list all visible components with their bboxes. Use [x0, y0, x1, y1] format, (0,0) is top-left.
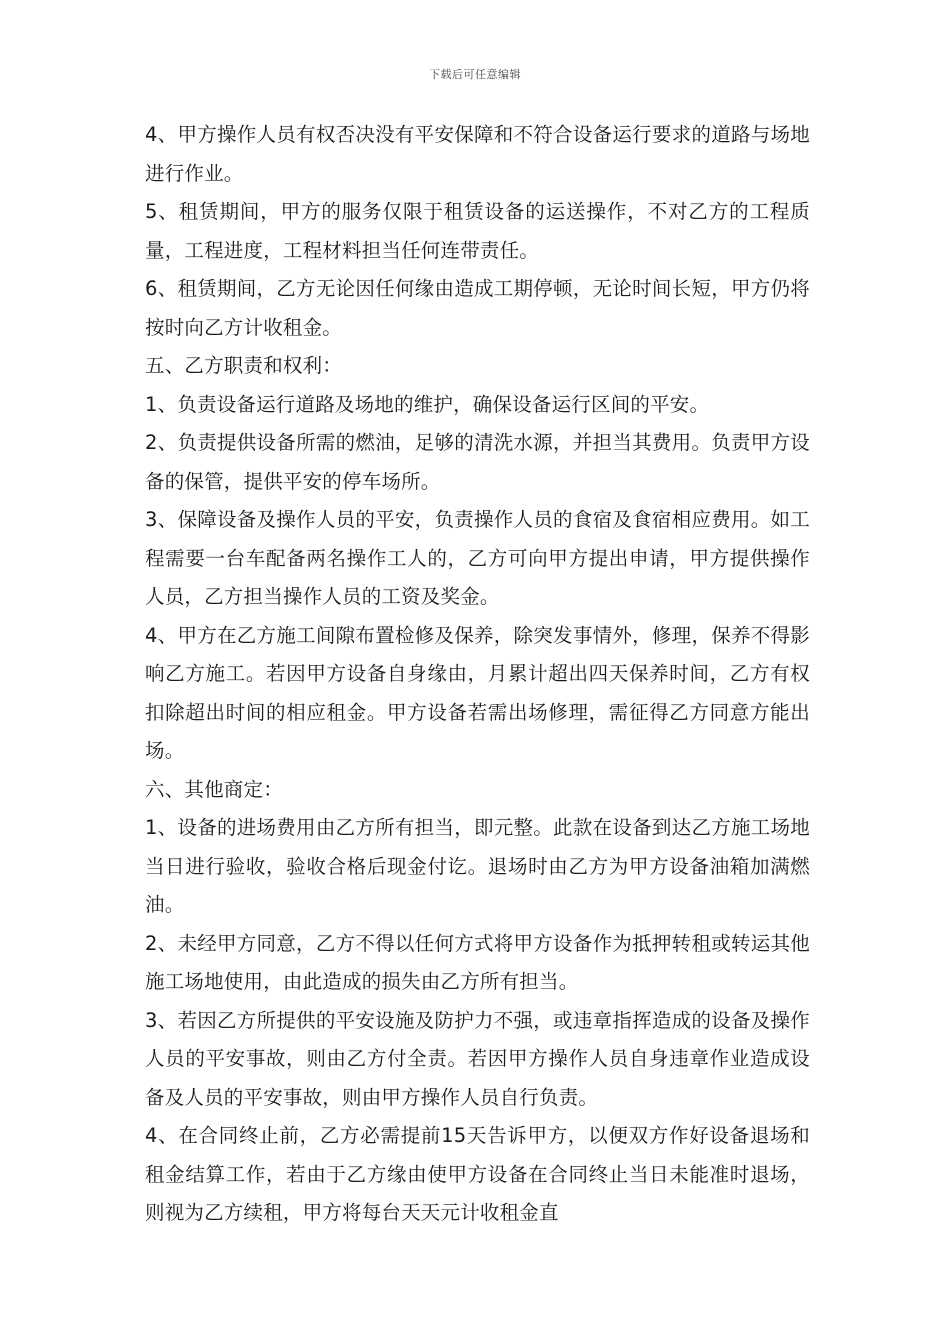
section-heading-party-b-duties: 五、乙方职责和权利： — [145, 354, 343, 377]
paragraph-b-item-3: 3、保障设备及操作人员的平安，负责操作人员的食宿及食宿相应费用。如工程需要一台车配备两名操作工人的，乙方可向甲方提出申请，甲方提供操作人员，乙方担当操作人员的工资及奖金。 — [145, 508, 810, 608]
section-heading-other-terms: 六、其他商定： — [145, 777, 283, 801]
paragraph-item-4-operator-rights: 4、甲方操作人员有权否决没有平安保障和不符合设备运行要求的道路与场地进行作业。 — [145, 123, 810, 185]
paragraph-b-item-4: 4、甲方在乙方施工间隙布置检修及保养，除突发事情外，修理，保养不得影响乙方施工。若因甲方设备自身缘由，月累计超出四天保养时间，乙方有权扣除超出时间的相应租金。甲方设备若需出场修理，需征得乙方同意方能出场。 — [145, 623, 810, 762]
paragraph-other-item-1: 1、设备的进场费用由乙方所有担当，即元整。此款在设备到达乙方施工场地当日进行验收，验收合格后现金付讫。退场时由乙方为甲方设备油箱加满燃油。 — [145, 816, 810, 916]
paragraph-other-item-4: 4、在合同终止前，乙方必需提前15天告诉甲方，以便双方作好设备退场和租金结算工作，若由于乙方缘由使甲方设备在合同终止当日未能准时退场，则视为乙方续租，甲方将每台天天元计收租金直 — [145, 1124, 810, 1224]
paragraph-other-item-2: 2、未经甲方同意，乙方不得以任何方式将甲方设备作为抵押转租或转运其他施工场地使用，由此造成的损失由乙方所有担当。 — [145, 931, 810, 993]
paragraph-item-6-rent-collection: 6、租赁期间，乙方无论因任何缘由造成工期停顿，无论时间长短，甲方仍将按时向乙方计收租金。 — [145, 277, 810, 339]
paragraph-b-item-2: 2、负责提供设备所需的燃油，足够的清洗水源，并担当其费用。负责甲方设备的保管，提供平安的停车场所。 — [145, 431, 810, 493]
document-body — [145, 116, 810, 1233]
paragraph-item-5-service-scope: 5、租赁期间，甲方的服务仅限于租赁设备的运送操作，不对乙方的工程质量，工程进度，工程材料担当任何连带责任。 — [145, 200, 810, 262]
paragraph-b-item-1: 1、负责设备运行道路及场地的维护，确保设备运行区间的平安。 — [145, 392, 710, 416]
header-note: 下载后可任意编辑 — [429, 68, 521, 81]
paragraph-other-item-3: 3、若因乙方所提供的平安设施及防护力不强，或违章指挥造成的设备及操作人员的平安事故，则由乙方付全责。若因甲方操作人员自身违章作业造成设备及人员的平安事故，则由甲方操作人员自行负责。 — [145, 1008, 810, 1109]
